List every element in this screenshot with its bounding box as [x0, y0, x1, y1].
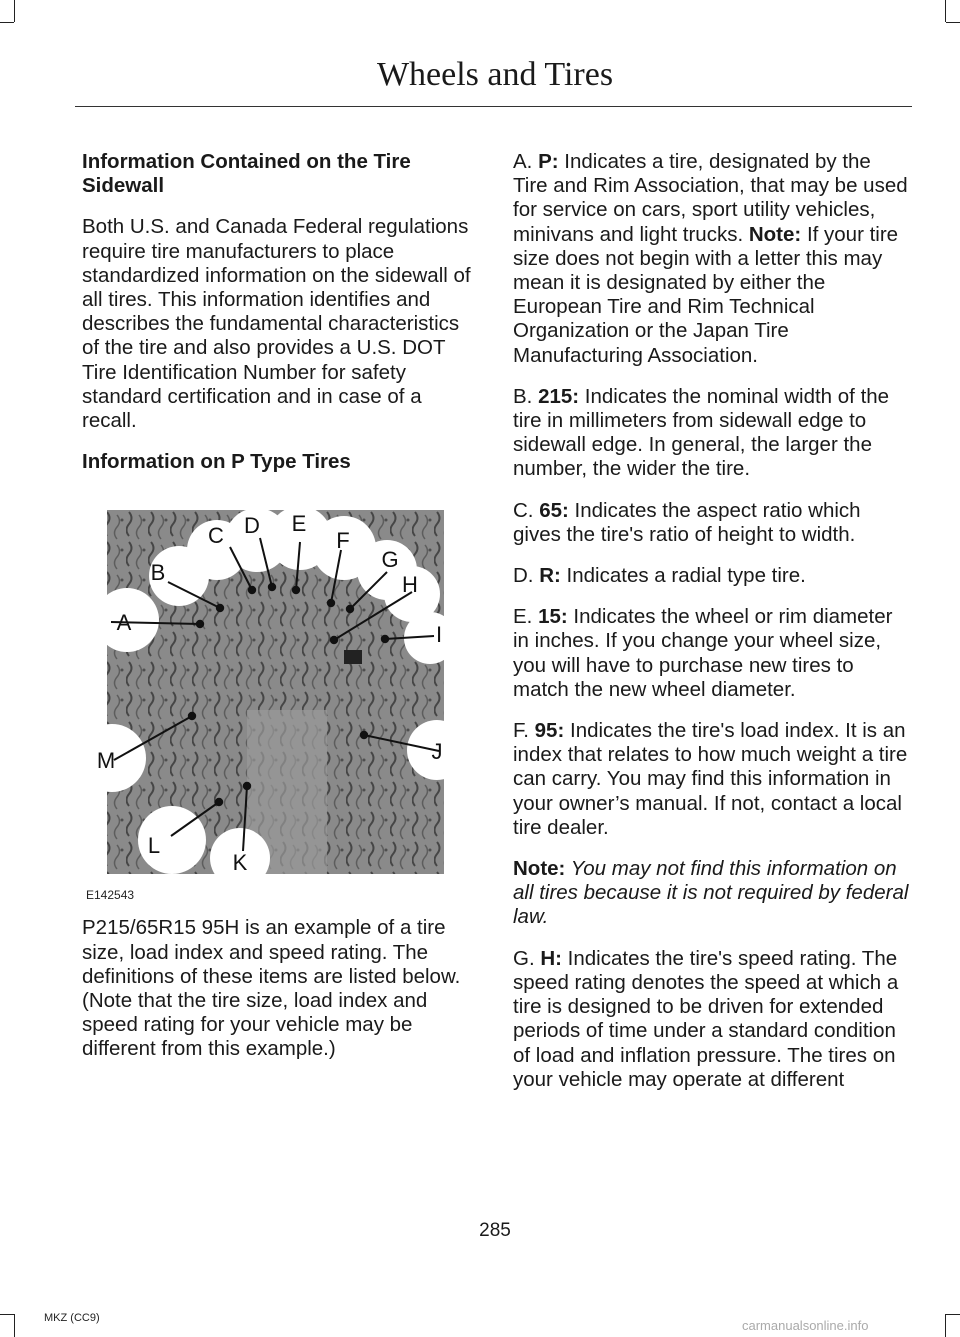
- paragraph-sidewall: Both U.S. and Canada Federal regulations require tire manufacturers to place standardized information on the sidewall of all tires. This information identifies and describes the fundamental characteristics of the tire and also provides a U.S. DOT Tire Identification Number for safety standard certification and in case of a recall.: [82, 215, 471, 433]
- footer-watermark: carmanualsonline.info: [742, 1318, 869, 1333]
- tire-sidewall-figure: [82, 510, 444, 903]
- footer-model: MKZ (CC9): [44, 1312, 100, 1324]
- left-column: [82, 150, 477, 1079]
- definition-c: C. 65: Indicates the aspect ratio which gives the tire's ratio of height to width.: [513, 498, 861, 546]
- crop-mark: [945, 1314, 946, 1337]
- paragraph-example: P215/65R15 95H is an example of a tire size, load index and speed rating. The definitions of these items are listed below. (Note that the tire size, load index and speed rating for your vehicle may be different from this example.): [82, 916, 461, 1061]
- definition-a: A. P: Indicates a tire, designated by the Tire and Rim Association, that may be used for service on cars, sport utility vehicles, minivans and light trucks. Note: If your tire size does not begin with a letter this may mean it is designated by either the European Tire and Rim Technical Organization or the Japan Tire Manufacturing Association.: [513, 150, 908, 367]
- callout-label-j: J: [431, 739, 443, 765]
- crop-mark: [0, 22, 14, 23]
- crop-mark: [14, 1314, 15, 1337]
- callout-label-d: D: [244, 513, 260, 539]
- section-heading-p-type: Information on P Type Tires: [82, 450, 351, 474]
- crop-mark: [14, 0, 15, 22]
- callout-label-b: B: [150, 560, 166, 586]
- callout-label-f: F: [336, 528, 350, 554]
- header-divider: [75, 106, 912, 107]
- right-column: [513, 150, 910, 1109]
- section-heading-sidewall: Information Contained on the Tire Sidewall: [82, 150, 411, 198]
- page-number: 285: [479, 1220, 511, 1241]
- callout-label-l: L: [147, 833, 161, 859]
- definition-b: B. 215: Indicates the nominal width of the tire in millimeters from sidewall edge to sidewall edge. In general, the larger the number, the wider the tire.: [513, 384, 890, 481]
- callout-label-i: I: [435, 622, 443, 648]
- definition-f: F. 95: Indicates the tire's load index. It is an index that relates to how much weight a tire can carry. You may find this information in your owner’s manual. If not, contact a local tire dealer.: [513, 719, 908, 839]
- crop-mark: [0, 1314, 14, 1315]
- crop-mark: [946, 22, 960, 23]
- crop-mark: [945, 0, 946, 22]
- callout-label-m: M: [96, 748, 116, 774]
- page-title: Wheels and Tires: [376, 56, 614, 93]
- callout-label-k: K: [232, 850, 248, 875]
- definition-g: G. H: Indicates the tire's speed rating. The speed rating denotes the speed at which a tire is designed to be driven for extended periods of time under a standard condition of load and inflation pressure. The tires on your vehicle may operate at different: [513, 946, 899, 1091]
- definition-d: D. R: Indicates a radial type tire.: [513, 564, 806, 588]
- callout-label-e: E: [291, 511, 307, 537]
- definition-e: E. 15: Indicates the wheel or rim diameter in inches. If you change your wheel size, you will have to purchase new tires to match the new wheel diameter.: [513, 605, 893, 701]
- callout-label-g: G: [381, 547, 399, 573]
- callout-label-h: H: [402, 572, 418, 598]
- callout-label-c: C: [208, 523, 224, 549]
- callout-label-a: A: [116, 610, 132, 636]
- crop-mark: [946, 1314, 960, 1315]
- tire-callout-diagram: [82, 510, 444, 874]
- figure-code: E142543: [86, 888, 135, 903]
- note: Note: You may not find this information on all tires because it is not required by federal law.: [513, 857, 909, 929]
